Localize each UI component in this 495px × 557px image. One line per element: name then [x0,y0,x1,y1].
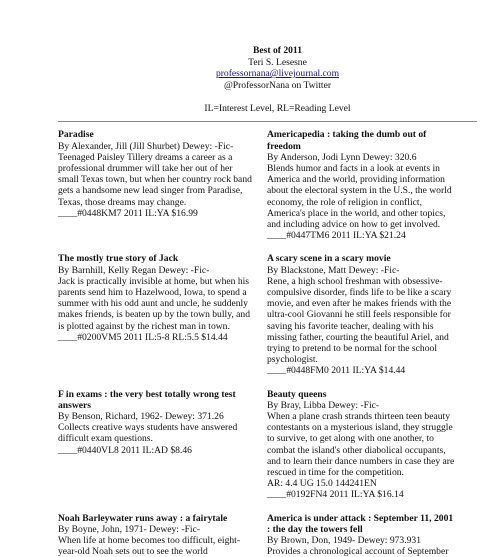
book-description: Rene, a high school freshman with obsessive-compulsive disorder, finds life to be like a scary movie, and even after he makes friends with the ultra-cool Giovanni he still feels responsible for saving his favorite teacher, dealing with his missing father, courting the beautiful Ariel, and trying to pretend to be normal for the school psychologist. [267,275,452,366]
book-order-code: ____#0200VM5 2011 IL:5-8 RL:5.5 $14.44 [58,331,228,343]
book-byline: By Bray, Libba Dewey: -Fic- [267,399,380,411]
book-byline: By Alexander, Jill (Jill Shurbet) Dewey: -Fic- [58,140,234,152]
book-entry [58,513,253,557]
book-title: America is under attack : September 11, 2001 : the day the towers fell [267,512,454,535]
book-order-code: ____#0447TM6 2011 IL:YA $21.24 [267,230,406,242]
book-order-code: ____#0192FN4 2011 IL:YA $16.14 [267,489,404,501]
book-byline: By Barnhill, Kelly Regan Dewey: -Fic- [58,264,210,276]
document-header [78,0,477,91]
book-entry [58,253,253,376]
book-byline: By Boyne, John, 1971- Dewey: -Fic- [58,523,201,535]
book-title: Americapedia : taking the dumb out of freedom [267,129,427,152]
divider [58,121,477,122]
book-description: Jack is practically invisible at home, but when his parents send him to Hazelwood, Iowa, to spend a summer with his odd aunt and uncle, he suddenly makes friends, is beaten up by the town bully, and is plotted against by the richest man in town. [58,275,251,332]
book-byline: By Brown, Don, 1949- Dewey: 973.931 [267,535,422,547]
book-description: When a plane crash strands thirteen teen beauty contestants on a mysterious island, they struggle to survive, to get along with one another, to combat the island's other diabolical occupants, and to learn their dance numbers in case they are rescued in time for the competition. [267,411,455,479]
book-list [58,129,477,557]
book-description: Provides a chronological account of September [267,546,449,557]
book-entry [267,253,457,376]
book-title: Beauty queens [267,388,327,400]
author-name: Teri S. Lesesne [248,56,307,68]
author-email-link[interactable]: professornana@livejournal.com [215,68,340,80]
book-description: Collects creative ways students have answered difficult exam questions. [58,422,238,445]
twitter-handle: @ProfessorNana on Twitter [223,79,332,91]
document-title: Best of 2011 [252,45,303,56]
book-entry [58,389,253,501]
book-ar-level: AR: 4.4 UG 15.0 144241EN [267,478,377,490]
book-order-code: ____#0440VL8 2011 IL:AD $8.46 [58,444,192,456]
book-title: A scary scene in a scary movie [267,253,391,265]
book-entry [267,389,457,501]
book-title: F in exams : the very best totally wrong test answers [58,388,236,411]
book-entry [267,513,457,557]
book-byline: By Blackstone, Matt Dewey: -Fic- [267,264,400,276]
book-description: Blends humor and facts in a look at events in America and the world, providing information about the electoral system in the U.S., the world economy, the role of religion in conflict, America's place in the world, and other topics, and including advice on how to get involved. [267,162,452,230]
book-order-code: ____#0448FM0 2011 IL:YA $14.44 [267,365,406,377]
level-legend: IL=Interest Level, RL=Reading Level [204,103,351,115]
book-byline: By Benson, Richard, 1962- Dewey: 371.26 [58,411,224,423]
book-title: The mostly true story of Jack [58,253,179,265]
book-entry [58,129,253,241]
book-description: Teenaged Paisley Tillery dreams a career as a professional drummer will take her out of her small Texas town, but when her country rock band gets a handsome new lead singer from Paradise, Texas, those dreams may change. [58,151,252,208]
book-title: Noah Barleywater runs away : a fairytale [58,512,228,524]
book-description: When life at home becomes too difficult, eight-year-old Noah sets out to see the world [58,535,241,557]
book-entry [267,129,457,241]
book-order-code: ____#0448KM7 2011 IL:YA $16.99 [58,207,198,219]
book-byline: By Anderson, Jodi Lynn Dewey: 320.6 [267,151,417,163]
book-title: Paradise [58,129,94,141]
